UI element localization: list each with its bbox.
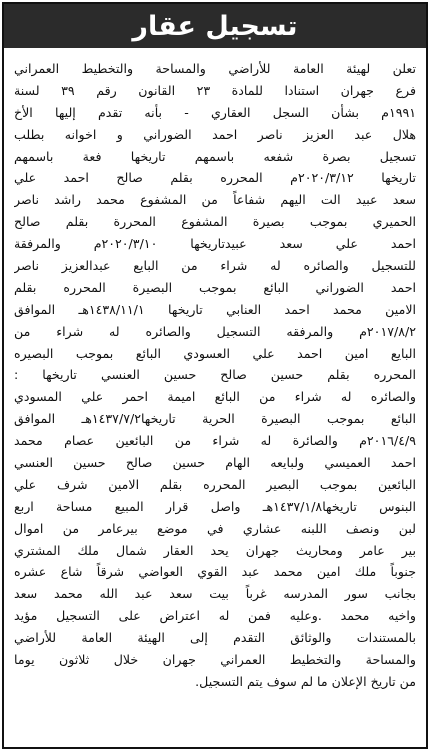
notice-title: تسجيل عقار (132, 10, 298, 42)
notice-line: تعلن لهيئة العامة للأراضي والمساحة والتخطيط العمراني (14, 61, 416, 76)
notice-line: ١٩٩١م بشأن السجل العقاري - بأنه تقدم إليها الأخ (14, 104, 416, 120)
notice-line: احمد علي سعد عبيدتاريخها ٢٠٢٠/٣/١٠م والمرفقة (14, 236, 416, 252)
notice-line: احمد العميسي ولبايعه الهام حسين صالح حسين العنسي (14, 455, 416, 471)
notice-line: للتسجيل والصائره له شراء من البايع عبدالعزيز ناصر (14, 258, 416, 274)
notice-line: هلال عبد العزيز ناصر احمد الضوراني و اخوانه بطلب (14, 126, 416, 142)
notice-line: البنوس تاريخها١٤٣٧/١/٨هـ واصل قرار المبيع مساحة اربع (14, 498, 416, 514)
notice-line: الامين محمد احمد العنابي تاريخها ١٤٣٨/١١/١هـ الموافق (14, 301, 416, 317)
notice-line: لبن ونصف اللبنه عشاري في موضع بيرعامر من اموال (14, 520, 416, 536)
notice-body (4, 48, 426, 693)
notice-header (4, 4, 426, 48)
notice-line: المحرره بقلم حسين صالح حسين العنسي تاريخها : (14, 367, 416, 383)
notice-line: بجانب سور المدرسه غرباً بيت سعد عبد الله محمد سعد (14, 586, 416, 602)
notice-line: الحميري بموجب بصيرة المشفوع المحررة بقلم صالح (14, 214, 416, 230)
notice-line-last: من تاريخ الإعلان ما لم سوف يتم التسجيل. (195, 673, 416, 689)
notice-line: ٢٠١٧/٨/٢م والمرفقه التسجيل والصائره له شراء من (14, 323, 416, 339)
notice-line: بالمستندات والوثائق التقدم إلى الهيئة العامة للأراضي (14, 630, 416, 646)
notice-line: احمد الضوراني البائع بموجب البصيرة المحرره بقلم (14, 279, 416, 295)
notice-line: البائع بموجب البصيرة الحرية تاريخها١٤٣٧/٧/٢هـ الموافق (14, 411, 416, 427)
notice-line: البائعين بموجب البصير المحرره بقلم الامين شرف علي (14, 476, 416, 492)
notice-line: البايع امين احمد علي العسودي البائع بموجب البصيره (14, 345, 416, 361)
notice-line: والمساحة والتخطيط العمراني جهران خلال ثلاثون يوما (14, 652, 416, 668)
notice-line: سعد عبيد الت اليهم شفاعاً من المشفوع محمد راشد ناصر (14, 192, 416, 208)
notice-line: واخيه محمد .وعليه فمن له اعتراض على التسجيل مؤيد (14, 608, 416, 624)
legal-notice (2, 2, 428, 749)
notice-line: ٢٠١٦/٤/٩م والصائرة له شراء من البائعين عصام محمد (14, 433, 416, 449)
notice-line: فرع جهران استنادا للمادة ٢٣ القانون رقم ٣٩ لسنة (14, 82, 416, 98)
notice-line: تاريخها ٢٠٢٠/٣/١٢م المحرره بقلم صالح احمد علي (14, 170, 416, 186)
notice-line: بير عامر ومحاريث جهران يحد العقار شمال ملك المشتري (14, 542, 416, 558)
notice-line: تسجيل بصرة شفعه باسمهم تاريخها فعة باسمهم (14, 148, 416, 164)
notice-line: جنوباً ملك امين محمد عبد القوي العواضي شرقاً شاع عشره (14, 564, 416, 580)
notice-line: والصائره له شراء من البائع اميمة احمر علي المسودي (14, 389, 416, 405)
